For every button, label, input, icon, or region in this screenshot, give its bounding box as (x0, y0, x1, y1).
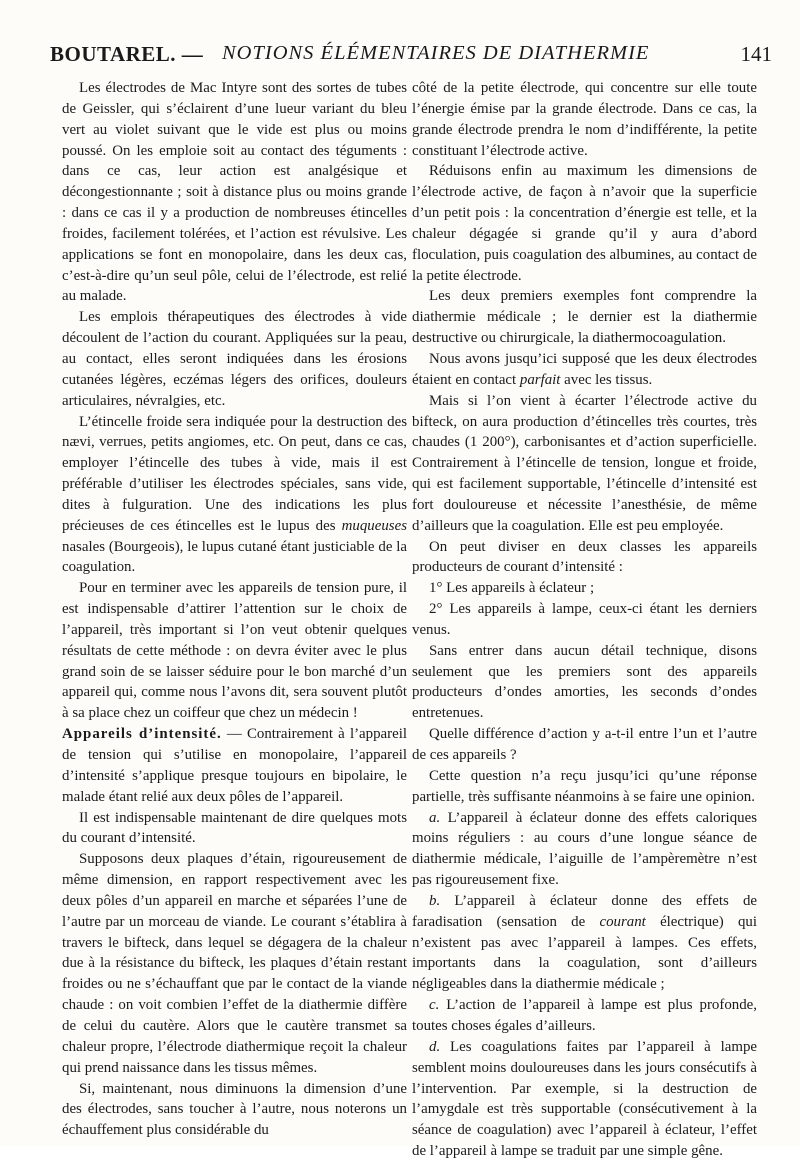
paragraph-text: L’appareil à éclateur donne des effets caloriques moins réguliers : au cours d’une longue séance de diathermie médicale, l’aiguille de l’ampèremètre n’est pas rigoureusement fixe. (412, 809, 757, 889)
paragraph: Supposons deux plaques d’étain, rigoureusement de même dimension, en rapport respectivement avec les deux pôles d’un appareil en marche et séparées l’une de l’autre par un morceau de viande. Le courant s’établira à travers le bifteck, dans lequel se dégagera de la chaleur due à la résistance du bifteck, les plaques d’étain restant froides ou ne s’échauffant que par le contact de la viande chaude : on voit combien l’effet de la diathermie diffère de celui du cautère. Alors que le cautère transmet sa chaleur propre, l’électrode diathermique reçoit la chaleur qui prend naissance dans les tissus mêmes. (62, 851, 407, 1076)
header-title: NOTIONS ÉLÉMENTAIRES DE DIATHERMIE (222, 42, 650, 64)
paragraph: Cette question n’a reçu jusqu’ici qu’une réponse partielle, très suffisante néanmoins à se faire une opinion. (412, 767, 757, 805)
list-item: 1° Les appareils à éclateur ; (429, 580, 595, 597)
right-column (412, 78, 757, 1162)
item-label: c. (429, 997, 440, 1014)
paragraph: Les électrodes de Mac Intyre sont des sortes de tubes de Geissler, qui s’éclairent d’une lueur variant du bleu vert au violet suivant que le vide est plus ou moins poussé. On les emploie soit au contact des téguments : dans ce cas, leur action est analgésique et décongestionnante ; soit à distance plus ou moins grande : dans ce cas il y a production de nombreuses étincelles froides, facilement tolérées, et l’action est révulsive. Les applications se font en monopolaire, dans les deux cas, c’est-à-dire qu’un seul pôle, celui de l’électrode, est relié au malade. (62, 80, 407, 305)
paragraph: Mais si l’on vient à écarter l’électrode active du bifteck, on aura production d’étincelles très courtes, très chaudes (1 200°), carbonisantes et d’action superficielle. Contrairement à l’étincelle de tension, longue et froide, qui est facilement supportable, l’étincelle d’intensité est fort douloureuse et nécessite l’anesthésie, de même d’ailleurs que la coagulation. Elle est peu employée. (412, 392, 757, 534)
running-header (50, 42, 772, 74)
section-heading: Appareils d’intensité. (62, 726, 222, 743)
left-column (62, 78, 407, 1141)
header-author: BOUTAREL. — (50, 42, 204, 66)
paragraph-text: nasales (Bourgeois), le lupus cutané étant justiciable de la coagulation. (62, 538, 407, 576)
paragraph: Si, maintenant, nous diminuons la dimension d’une des électrodes, sans toucher à l’autre, nous noterons un échauffement plus considérable du (62, 1080, 407, 1139)
lettered-item (412, 1037, 757, 1162)
paragraph: Il est indispensable maintenant de dire quelques mots du courant d’intensité. (62, 809, 407, 847)
paragraph: Pour en terminer avec les appareils de tension pure, il est indispensable d’attirer l’attention sur le choix de l’appareil, très important si l’on veut obtenir quelques résultats de cette méthode : on devra éviter avec le plus grand soin de se laisser séduire pour le bon marché d’un appareil qui, comme nous l’avons dit, sera souvent plutôt à sa place chez un coiffeur que chez un médecin ! (62, 580, 407, 722)
paragraph-text: L’appareil à éclateur donne des effets de faradisation (sensation de (412, 892, 757, 930)
section-paragraph (62, 724, 407, 807)
item-label: d. (429, 1038, 441, 1055)
paragraph: On peut diviser en deux classes les appareils producteurs de courant d’intensité : (412, 538, 757, 576)
list-item: 2° Les appareils à lampe, ceux-ci étant les derniers venus. (412, 601, 757, 638)
paragraph-text: électrique) qui n’existent pas avec l’appareil à lampes. Ces effets, importants dans la coagulation, sont d’ailleurs négligeables dans la diathermie médicale ; (412, 913, 757, 993)
paragraph: Quelle différence d’action y a-t-il entre l’un et l’autre de ces appareils ? (412, 726, 757, 763)
item-label: a. (429, 809, 441, 826)
paragraph-emphasis: courant (599, 913, 646, 930)
lettered-item (412, 891, 757, 995)
paragraph: Les emplois thérapeutiques des électrodes à vide découlent de l’action du courant. Appliquées sur la peau, au contact, elles seront indiquées dans les érosions cutanées légères, eczémas légers des orifices, douleurs articulaires, névralgies, etc. (62, 309, 407, 409)
paragraph: Les deux premiers exemples font comprendre la diathermie médicale ; le dernier est la diathermie destructive ou chirurgicale, la diathermocoagulation. (412, 288, 757, 347)
paragraph: côté de la petite électrode, qui concentre sur elle toute l’énergie émise par la grande électrode. Dans ce cas, la grande électrode prendra le nom d’indifférente, la petite constituant l’électrode active. (412, 80, 757, 159)
paragraph-text: avec les tissus. (560, 371, 653, 388)
paragraph: Réduisons enfin au maximum les dimensions de l’électrode active, de façon à n’avoir que la superficie d’un petit pois : la concentration d’énergie est telle, et la chaleur dégagée si grande qu’il y aura d’abord floculation, puis coagulation des albumines, au contact de la petite électrode. (412, 163, 757, 284)
paragraph-text: L’action de l’appareil à lampe est plus profonde, toutes choses égales d’ailleurs. (412, 997, 757, 1034)
paragraph-emphasis: muqueuses (341, 517, 407, 534)
lettered-item (412, 808, 757, 891)
page-number: 141 (740, 42, 772, 66)
paragraph: Sans entrer dans aucun détail technique, disons seulement que les premiers sont des appareils producteurs d’ondes amorties, les seconds d’ondes entretenues. (412, 642, 757, 722)
paragraph-text: Nous avons jusqu’ici supposé que les deux électrodes étaient en contact (412, 350, 757, 388)
lettered-item (412, 995, 757, 1037)
paragraph-text: Les coagulations faites par l’appareil à lampe semblent moins douloureuses dans les jours consécutifs à l’intervention. Par exemple, si la destruction de l’amygdale est très supportable (consécutivement à la séance de coagulation) avec l’appareil à éclateur, l’effet de l’appareil à lampe se traduit par une simple gêne. (412, 1038, 757, 1160)
paragraph-text: L’étincelle froide sera indiquée pour la destruction des nævi, verrues, petits angiomes, etc. On peut, dans ce cas, employer l’étincelle des tubes à vide, mais il est préférable d’utiliser les électrodes spéciales, sans vide, dites à fulguration. Une des indications les plus précieuses de ces étincelles est le lupus des (62, 413, 407, 534)
paragraph (62, 412, 407, 579)
item-label: b. (429, 892, 441, 909)
paragraph (412, 349, 757, 391)
paragraph-emphasis: parfait (519, 371, 561, 388)
paragraph-text: — Contrairement à l’appareil de tension qui s’utilise en monopolaire, l’appareil d’intensité s’applique presque toujours en bipolaire, le malade étant relié aux deux pôles de l’appareil. (62, 726, 407, 805)
